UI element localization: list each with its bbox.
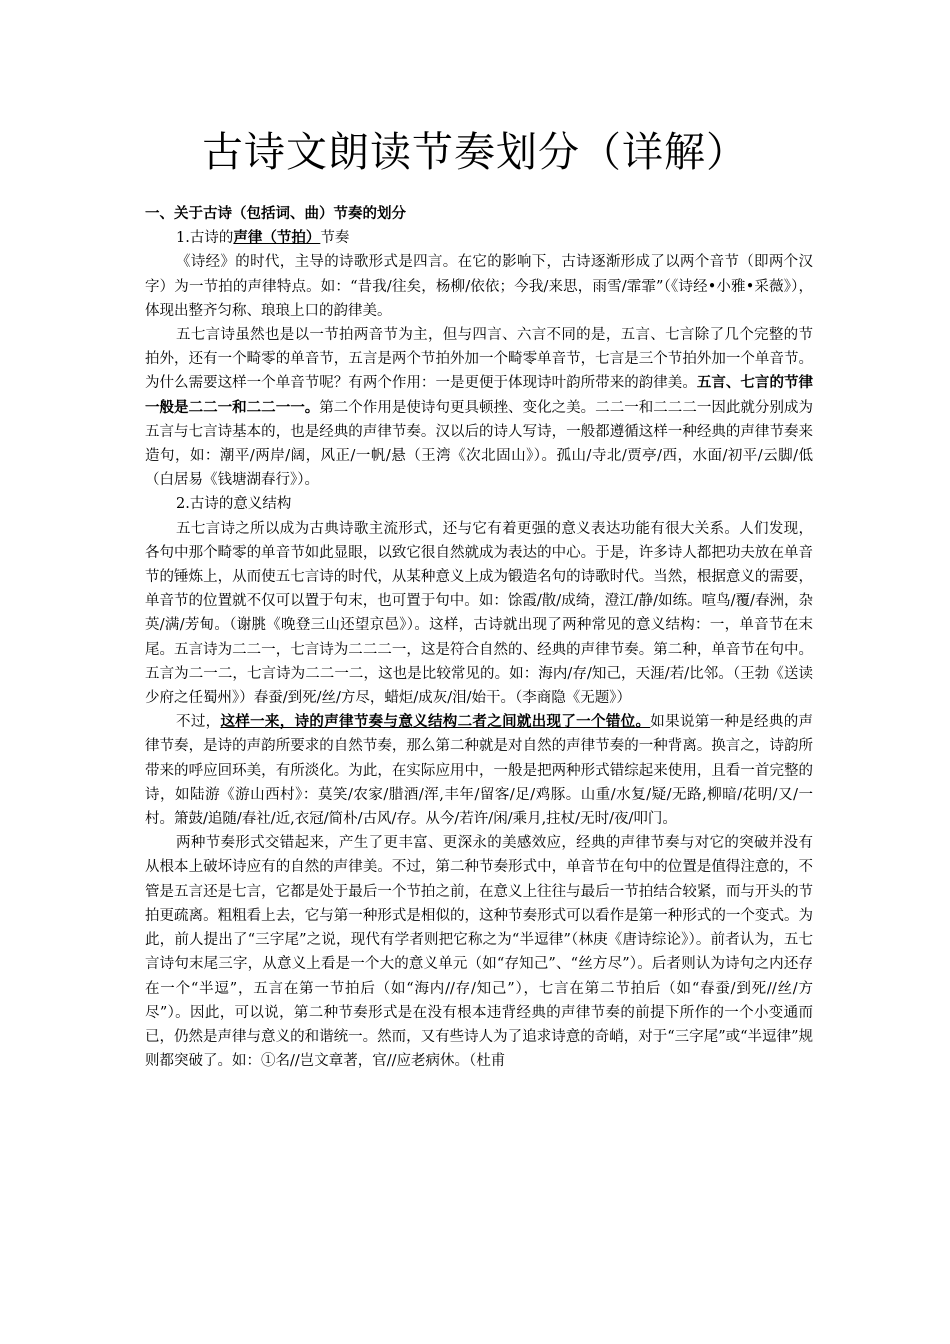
- paragraph-4-text-a: 不过，: [176, 714, 221, 731]
- paragraph-1: 《诗经》的时代，主导的诗歌形式是四言。在它的影响下，古诗逐渐形成了以两个音节（即两个汉字）为一节拍的声律特点。如：“昔我/往矣，杨柳/依依；今我/来思，雨雪/霏霏”（《诗经•小雅•采薇》），体现出整齐匀称、琅琅上口的韵律美。: [145, 254, 813, 319]
- subsection-heading-2: 2.古诗的意义结构: [176, 496, 292, 513]
- document-body: [145, 202, 813, 1073]
- paragraph-4-text-b: 如果说第一种是经典的声律节奏，是诗的声韵所要求的自然节奏，那么第二种就是对自然的声律节奏的一种背离。换言之，诗韵所带来的呼应回环美，有所淡化。为此，在实际应用中，一般是把两种形式错综起来使用，且看一首完整的诗，如陆游《游山西村》：莫笑/农家/腊酒/浑,丰年/留客/足/鸡豚。山重/水复/疑/无路,柳暗/花明/又/一村。箫鼓/追随/春社/近,衣冠/简朴/古风/存。从今/若许/闲/乘月,拄杖/无时/夜/叩门。: [145, 714, 814, 828]
- paragraph-2-text-a: 五七言诗虽然也是以一节拍两音节为主，但与四言、六言不同的是，五言、七言除了几个完整的节拍外，还有一个畸零的单音节，五言是两个节拍外加一个畸零单音节，七言是三个节拍外加一个单音节。为什么需要这样一个单音节呢？有两个作用：一是更便于体现诗叶韵所带来的韵律美。: [145, 327, 813, 392]
- page-title: 古诗文朗读节奏划分（详解）: [202, 128, 748, 176]
- paragraph-4-emphasis: 这样一来，诗的声律节奏与意义结构二者之间就出现了一个错位。: [220, 713, 651, 731]
- subsection-1-prefix: 1.古诗的: [176, 230, 234, 247]
- subsection-1-emphasis: 声律（节拍）: [233, 229, 321, 247]
- paragraph-3: 五七言诗之所以成为古典诗歌主流形式，还与它有着更强的意义表达功能有很大关系。人们发现，各句中那个畸零的单音节如此显眼，以致它很自然就成为表达的中心。于是，许多诗人都把功夫放在单音节的锤炼上，从而使五七言诗的时代，从某种意义上成为锻造名句的诗歌时代。当然，根据意义的需要，单音节的位置就不仅可以置于句末，也可置于句中。如：馀霞/散/成绮，澄江/静/如练。喧鸟/覆/春洲，杂英/满/芳甸。（谢朓《晚登三山还望京邑》）。这样，古诗就出现了两种常见的意义结构：一，单音节在末尾。五言诗为二二一，七言诗为二二二一，这是符合自然的、经典的声律节奏。第二种，单音节在句中。五言为二一二，七言诗为二二一二，这也是比较常见的。如：海内/存/知己，天涯/若/比邻。（王勃《送读少府之任蜀州》）春蚕/到死/丝/方尽，蜡炬/成灰/泪/始干。（李商隐《无题》）: [145, 520, 813, 707]
- paragraph-2: [145, 323, 813, 492]
- subsection-heading-1: [145, 226, 813, 250]
- paragraph-2-text-b: 第二个作用是使诗句更具顿挫、变化之美。二二一和二二二一因此就分别成为五言与七言诗基本的，也是经典的声律节奏。汉以后的诗人写诗，一般都遵循这样一种经典的声律节奏来造句，如：潮平/两岸/阔，风正/一帆/悬（王湾《次北固山》）。孤山/寺北/贾亭/西，水面/初平/云脚/低（白居易《钱塘湖春行》）。: [145, 399, 813, 489]
- paragraph-4: [145, 710, 813, 831]
- section-heading: 一、关于古诗（包括词、曲）节奏的划分: [145, 205, 406, 222]
- paragraph-5: 两种节奏形式交错起来，产生了更丰富、更深永的美感效应，经典的声律节奏与对它的突破并没有从根本上破坏诗应有的自然的声律美。不过，第二种节奏形式中，单音节在句中的位置是值得注意的，不管是五言还是七言，它都是处于最后一个节拍之前，在意义上往往与最后一节拍结合较紧，而与开头的节拍更疏离。粗粗看上去，它与第一种形式是相似的，这种节奏形式可以看作是第一种形式的一个变式。为此，前人提出了“三字尾”之说，现代有学者则把它称之为“半逗律”（林庚《唐诗综论》）。前者认为，五七言诗句末尾三字，从意义上看是一个大的意义单元（如“存知己”、“丝方尽”）。后者则认为诗句之内还存在一个“半逗”，五言在第一节拍后（如“海内//存/知己”），七言在第二节拍后（如“春蚕/到死//丝/方尽”）。因此，可以说，第二种节奏形式是在没有根本违背经典的声律节奏的前提下所作的一个小变通而已，仍然是声律与意义的和谐统一。然而，又有些诗人为了追求诗意的奇峭，对于“三字尾”或“半逗律”规则都突破了。如：①名//岂文章著，官//应老病休。（杜甫: [145, 835, 813, 1070]
- paragraph-2-bold: 五言、七言的节律一般是二二一和二二一一。: [145, 374, 813, 416]
- subsection-1-suffix: 节奏: [320, 230, 350, 247]
